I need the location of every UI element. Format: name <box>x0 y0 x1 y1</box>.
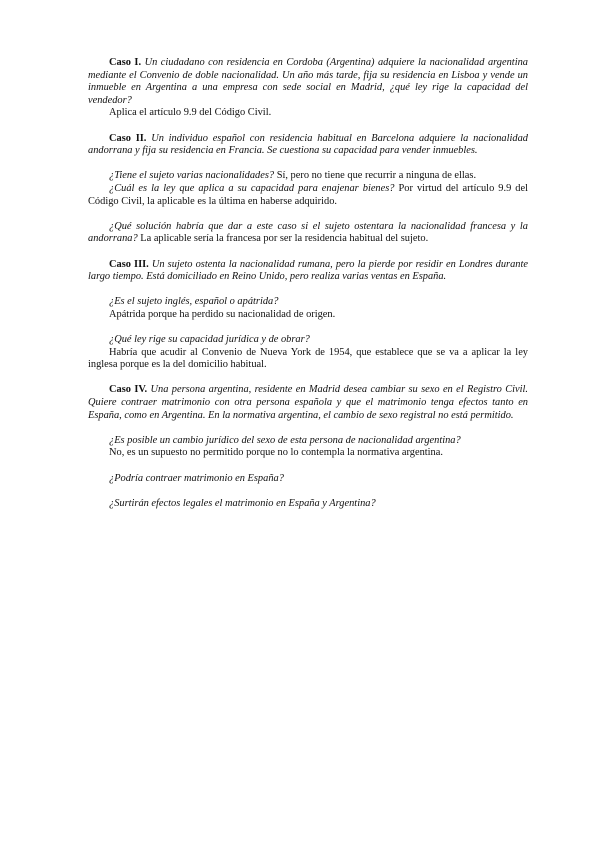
caso2-qa3 <box>88 221 528 246</box>
caso2-label: Caso II. <box>109 132 147 144</box>
caso4-label: Caso IV. <box>109 384 148 396</box>
caso3-label: Caso III. <box>109 258 149 270</box>
caso2-answer-3: La aplicable sería la francesa por ser la residencia habitual del sujeto. <box>140 233 429 245</box>
caso1-label: Caso I. <box>109 57 142 68</box>
document-page <box>88 57 528 510</box>
caso3-question-1: ¿Es el sujeto inglés, español o apátrida? <box>109 296 279 308</box>
caso4-question-2: ¿Podría contraer matrimonio en España? <box>109 472 284 484</box>
caso4-paragraph <box>88 384 528 422</box>
caso3-paragraph <box>88 259 528 284</box>
caso2-paragraph <box>88 133 528 158</box>
caso4-question-1: ¿Es posible un cambio jurídico del sexo de esta persona de nacionalidad argentina? <box>109 434 461 446</box>
caso3-text: Un sujeto ostenta la nacionalidad rumana, pero la pierde por residir en Londres durante largo tiempo. Está domiciliado en Reino Unido, pero realiza varias ventas en España. <box>88 258 528 283</box>
caso1-text: Un ciudadano con residencia en Cordoba (Argentina) adquiere la nacionalidad argentina mediante el Convenio de doble nacionalidad. Un año más tarde, fija su residencia en Lisboa y vende un inmueble en Argentina a una empresa con sede social en Madrid, ¿qué ley rige la capacidad del vendedor? <box>88 57 528 106</box>
caso2-question-2: ¿Cuál es la ley que aplica a su capacidad para enajenar bienes? <box>109 182 395 194</box>
caso2-answer-1: Sí, pero no tiene que recurrir a ninguna de ellas. <box>276 170 477 182</box>
caso2-text: Un individuo español con residencia habitual en Barcelona adquiere la nacionalidad andorrana y fija su residencia en Francia. Se cuestiona su capacidad para vender inmuebles. <box>88 132 528 157</box>
caso2-question-1: ¿Tiene el sujeto varias nacionalidades? <box>109 170 275 182</box>
caso1-answer: Aplica el artículo 9.9 del Código Civil. <box>109 107 272 119</box>
caso3-answer-2: Habría que acudir al Convenio de Nueva York de 1954, que establece que se va a aplicar la ley inglesa porque es la del domicilio habitual. <box>88 346 528 371</box>
caso3-question-2: ¿Qué ley rige su capacidad jurídica y de obrar? <box>109 334 310 346</box>
caso2-qa1 <box>88 170 528 183</box>
caso2-question-3: ¿Qué solución habría que dar a este caso si el sujeto ostentara la nacionalidad francesa y la andorrana? <box>88 220 528 245</box>
caso4-answer-1: No, es un supuesto no permitido porque no lo contempla la normativa argentina. <box>109 447 443 459</box>
caso1-paragraph <box>88 57 528 107</box>
caso4-question-3: ¿Surtirán efectos legales el matrimonio en España y Argentina? <box>109 497 376 509</box>
caso2-qa2 <box>88 183 528 208</box>
caso4-text: Una persona argentina, residente en Madrid desea cambiar su sexo en el Registro Civil. Quiere contraer matrimonio con otra persona española y que el matrimonio tenga efectos tanto en España, como en Argentina. En la normativa argentina, el cambio de sexo registral no está permitido. <box>88 384 528 421</box>
caso2-answer-2: Por virtud del artículo 9.9 del Código Civil, la aplicable es la última en haberse adquirido. <box>88 182 528 207</box>
caso3-answer-1: Apátrida porque ha perdido su nacionalidad de origen. <box>109 308 336 320</box>
